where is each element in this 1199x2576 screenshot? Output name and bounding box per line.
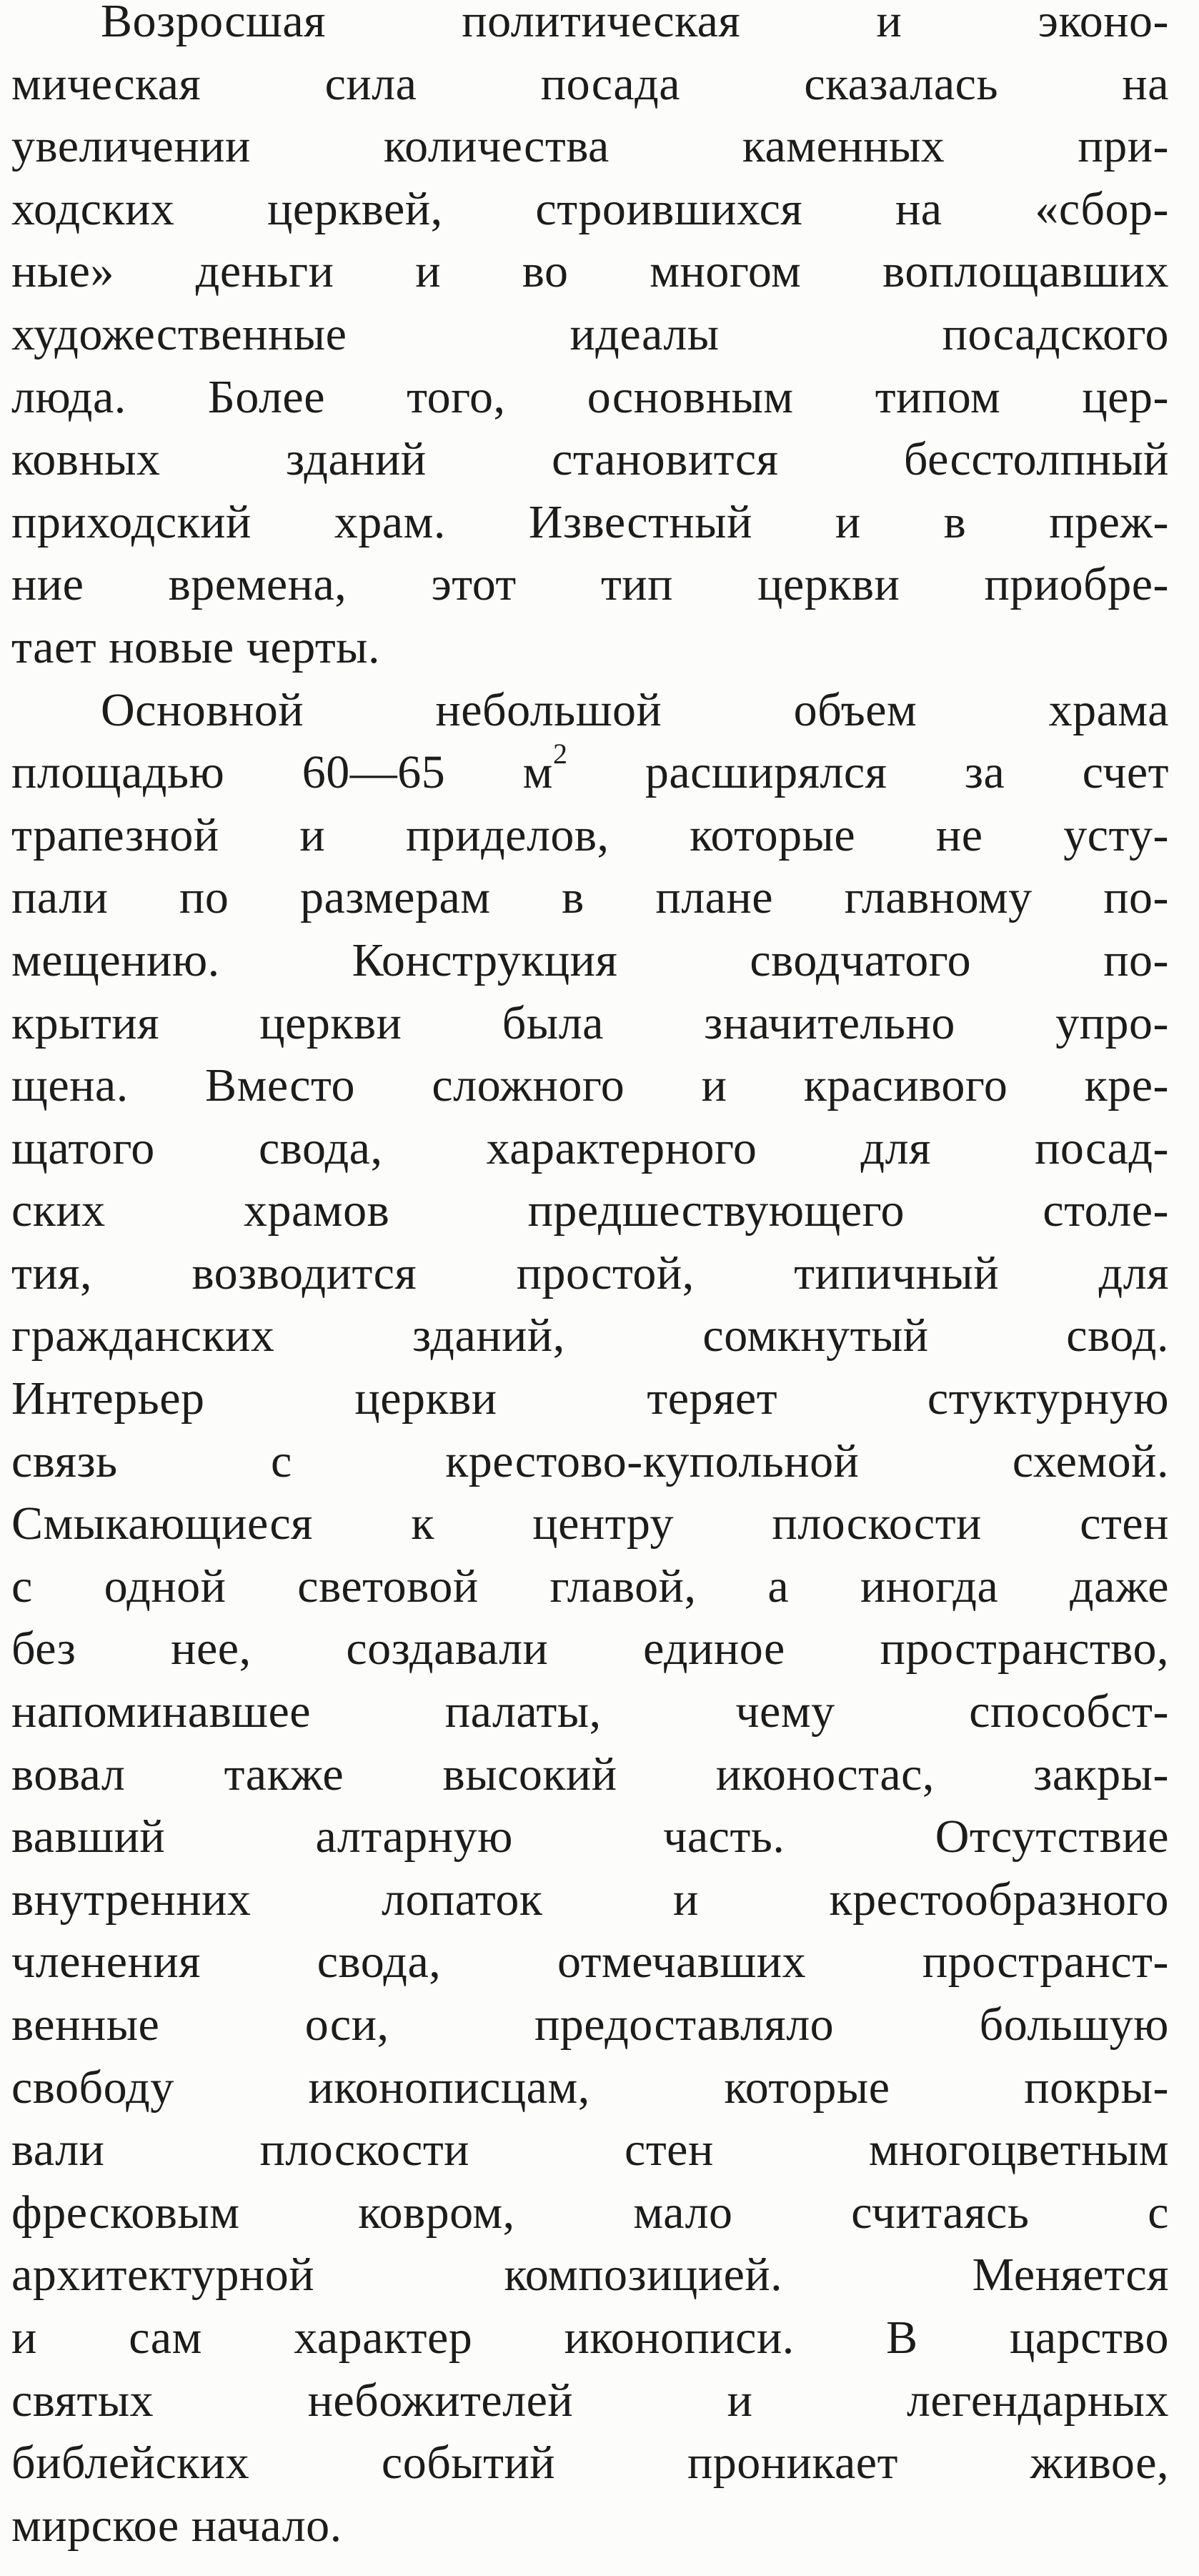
text-line: крытия церкви была значительно упро- — [11, 996, 1169, 1049]
text-line: ходских церквей, строившихся на «сбор- — [11, 182, 1169, 235]
text-line: без нее, создавали единое пространство, — [11, 1623, 1169, 1675]
text-column — [11, 0, 1169, 2557]
text-line: мирское начало. — [11, 2499, 342, 2552]
text-line: увеличении количества каменных при- — [11, 120, 1169, 173]
text-line: членения свода, отмечавших пространст- — [11, 1936, 1169, 1988]
text-line-with-superscript — [11, 738, 1169, 804]
text-continuation: расширялся за счет — [567, 746, 1169, 799]
text-line: трапезной и приделов, которые не усту- — [11, 808, 1169, 861]
text-line: и сам характер иконописи. В царство — [11, 2311, 1169, 2364]
text-line: венные оси, предоставляло большую — [11, 1998, 1169, 2051]
text-line: с одной световой главой, а иногда даже — [11, 1560, 1169, 1613]
text-line: ные» деньги и во многом воплощавших — [11, 245, 1169, 298]
square-superscript: 2 — [552, 738, 568, 771]
text-line: ковных зданий становится бесстолпный — [11, 433, 1169, 486]
text-line: ских храмов предшествующего столе- — [11, 1184, 1169, 1237]
text-line: Основной небольшой объем храма — [101, 683, 1169, 736]
text-line: приходский храм. Известный и в преж- — [11, 495, 1169, 548]
area-text: площадью 60—65 м — [11, 746, 553, 799]
text-line: пали по размерам в плане главному по- — [11, 871, 1169, 924]
text-line: свободу иконописцам, которые покры- — [11, 2061, 1169, 2114]
text-line: тия, возводится простой, типичный для — [11, 1247, 1169, 1299]
text-line: архитектурной композицией. Меняется — [11, 2249, 1169, 2302]
text-line: внутренних лопаток и крестообразного — [11, 1873, 1169, 1926]
text-line: библейских событий проникает живое, — [11, 2437, 1169, 2490]
text-line: вовал также высокий иконостас, закры- — [11, 1748, 1169, 1800]
text-line: художественные идеалы посадского — [11, 307, 1169, 360]
text-line: ние времена, этот тип церкви приобре- — [11, 558, 1169, 611]
text-line: щена. Вместо сложного и красивого кре- — [11, 1059, 1169, 1112]
text-line: люда. Более того, основным типом цер- — [11, 370, 1169, 423]
text-line: связь с крестово-купольной схемой. — [11, 1435, 1169, 1487]
text-line: святых небожителей и легендарных — [11, 2374, 1169, 2427]
paragraph-2 — [11, 679, 1169, 2557]
text-line: мическая сила посада сказалась на — [11, 57, 1169, 110]
text-line: мещению. Конструкция сводчатого по- — [11, 933, 1169, 986]
text-line: щатого свода, характерного для посад- — [11, 1121, 1169, 1174]
text-line: тает новые черты. — [11, 620, 381, 673]
text-line: гражданских зданий, сомкнутый свод. — [11, 1309, 1169, 1362]
text-line: Интерьер церкви теряет стуктурную — [11, 1372, 1169, 1425]
text-line: Смыкающиеся к центру плоскости стен — [11, 1497, 1169, 1550]
paragraph-1 — [11, 0, 1169, 679]
text-line: фресковым ковром, мало считаясь с — [11, 2186, 1169, 2239]
text-line: напоминавшее палаты, чему способст- — [11, 1685, 1169, 1738]
text-line: вавший алтарную часть. Отсутствие — [11, 1810, 1169, 1863]
text-line: Возросшая политическая и эконо- — [101, 0, 1169, 47]
text-line: вали плоскости стен многоцветным — [11, 2124, 1169, 2176]
